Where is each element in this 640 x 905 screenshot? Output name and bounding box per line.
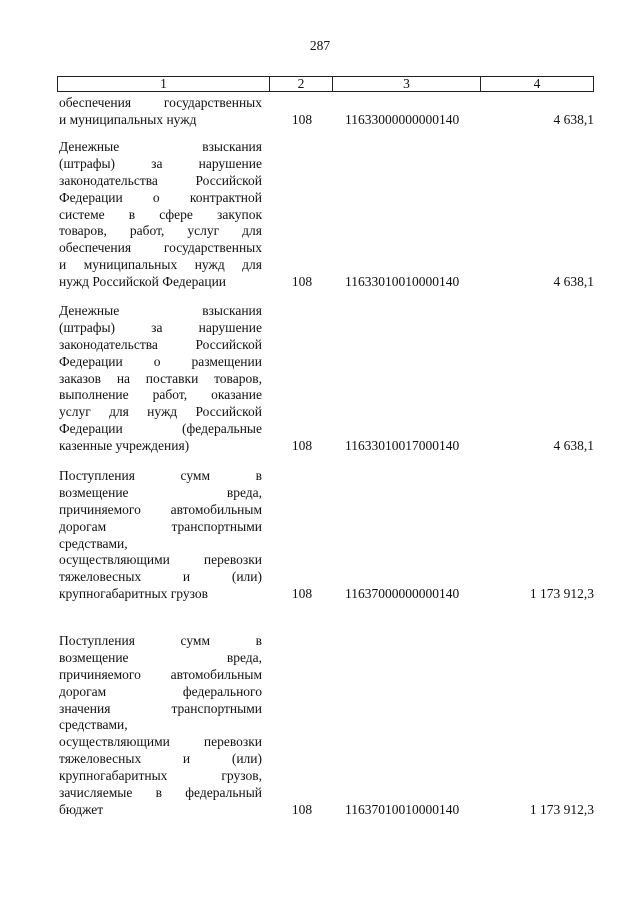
description-line: средствами, <box>59 717 128 733</box>
description-line: крупногабаритных грузов <box>59 586 209 602</box>
description-line: причиняемого автомобильным <box>59 666 262 682</box>
description-line: Поступления сумм в <box>59 468 262 483</box>
table-row <box>0 303 640 455</box>
description-line: бюджет <box>59 801 104 817</box>
description-line: Денежные взыскания <box>59 303 262 318</box>
header-col-1: 1 <box>160 76 167 91</box>
description-line: причиняемого автомобильным <box>59 501 262 517</box>
row-description <box>59 95 262 129</box>
description-line: Поступления сумм в <box>59 633 262 648</box>
description-line: зачисляемые в федеральный <box>59 785 262 801</box>
description-line: Денежные взыскания <box>59 139 262 154</box>
description-line: законодательства Российской <box>59 172 262 188</box>
row-admin-code: 108 <box>291 801 313 817</box>
row-description <box>59 303 262 455</box>
description-line: заказов на поставки товаров, <box>59 370 262 386</box>
row-budget-code: 11633010010000140 <box>345 274 460 290</box>
description-line: законодательства Российской <box>59 336 262 352</box>
header-col-3: 3 <box>332 77 480 91</box>
row-amount: 1 173 912,3 <box>529 801 594 817</box>
row-admin-code: 108 <box>291 111 313 127</box>
description-line: товаров, работ, услуг для <box>59 223 262 239</box>
description-line: обеспечения государственных <box>59 95 262 110</box>
row-amount: 4 638,1 <box>553 274 594 290</box>
page-number: 287 <box>309 38 331 53</box>
description-line: и муниципальных нужд для <box>59 257 262 273</box>
table-row <box>0 633 640 819</box>
row-amount: 4 638,1 <box>553 438 594 454</box>
description-line: осуществляющими перевозки <box>59 552 262 568</box>
row-budget-code: 11633010017000140 <box>345 438 460 454</box>
description-line: услуг для нужд Российской <box>59 404 262 420</box>
description-line: возмещение вреда, <box>59 649 262 665</box>
row-description <box>59 633 262 819</box>
description-line: Федерации (федеральные <box>59 421 262 437</box>
description-line: выполнение работ, оказание <box>59 387 262 403</box>
description-line: обеспечения государственных <box>59 240 262 256</box>
row-description <box>59 139 262 291</box>
header-col-4: 4 <box>480 77 593 91</box>
description-line: и муниципальных нужд <box>59 111 197 127</box>
row-budget-code: 11637000000000140 <box>345 586 460 602</box>
description-line: (штрафы) за нарушение <box>59 319 262 335</box>
table-row <box>0 139 640 291</box>
header-col-2: 2 <box>269 77 332 91</box>
description-line: дорогам транспортными <box>59 518 262 534</box>
table-header <box>57 76 594 92</box>
description-line: тяжеловесных и (или) <box>59 751 262 767</box>
table-row <box>0 468 640 603</box>
row-amount: 1 173 912,3 <box>529 586 594 602</box>
row-admin-code: 108 <box>291 274 313 290</box>
row-budget-code: 11633000000000140 <box>345 111 460 127</box>
description-line: осуществляющими перевозки <box>59 734 262 750</box>
row-admin-code: 108 <box>291 438 313 454</box>
description-line: Федерации о контрактной <box>59 189 262 205</box>
row-budget-code: 11637010010000140 <box>345 801 460 817</box>
description-line: средствами, <box>59 535 128 551</box>
row-amount: 4 638,1 <box>553 111 594 127</box>
description-line: крупногабаритных грузов, <box>59 768 262 784</box>
row-description <box>59 468 262 603</box>
description-line: нужд Российской Федерации <box>59 274 227 290</box>
row-admin-code: 108 <box>291 586 313 602</box>
description-line: возмещение вреда, <box>59 484 262 500</box>
description-line: тяжеловесных и (или) <box>59 569 262 585</box>
description-line: дорогам федерального <box>59 683 262 699</box>
description-line: казенные учреждения) <box>59 438 190 454</box>
table-row <box>0 95 640 129</box>
description-line: значения транспортными <box>59 700 262 716</box>
description-line: системе в сфере закупок <box>59 206 262 222</box>
description-line: (штрафы) за нарушение <box>59 155 262 171</box>
description-line: Федерации о размещении <box>59 353 262 369</box>
